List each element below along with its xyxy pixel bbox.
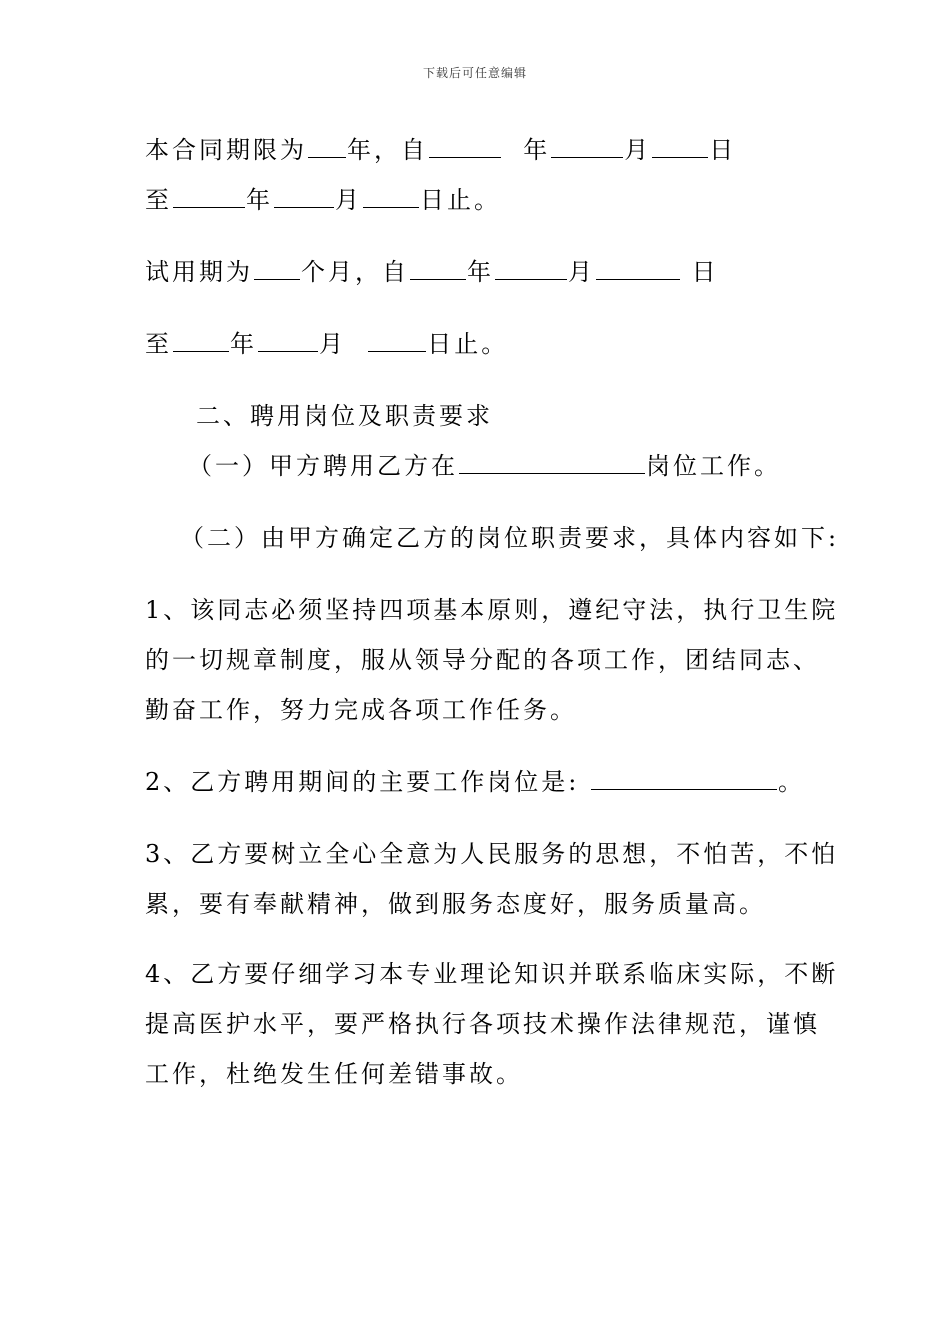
blank-years[interactable]: [308, 135, 346, 158]
duty-4-line-3: 工作，杜绝发生任何差错事故。: [145, 1060, 523, 1088]
blank-position[interactable]: [459, 451, 645, 474]
text: 月: [624, 136, 652, 164]
text: 年，自: [347, 136, 428, 164]
text: 试用期为: [145, 258, 253, 286]
duty-1-line-1: 1、该同志必须坚持四项基本原则，遵纪守法，执行卫生院: [145, 596, 839, 624]
duty-3-line-2: 累，要有奉献精神，做到服务态度好，服务质量高。: [145, 890, 766, 918]
text: 本合同期限为: [145, 136, 307, 164]
section-heading: 二、聘用岗位及职责要求: [196, 402, 493, 430]
text: 。: [778, 768, 805, 796]
contract-term-line-2: [145, 184, 501, 216]
blank-start-day[interactable]: [652, 135, 708, 158]
duty-3-line-1: 3、乙方要树立全心全意为人民服务的思想，不怕苦，不怕: [145, 840, 839, 868]
text: 年: [523, 136, 551, 164]
text: 至: [145, 330, 172, 358]
text: 2、乙方聘用期间的主要工作岗位是:: [145, 768, 580, 796]
blank-trial-start-year[interactable]: [410, 257, 466, 280]
blank-end-day[interactable]: [363, 185, 419, 208]
text: 日止。: [427, 330, 509, 358]
trial-period-line-2: [145, 328, 508, 360]
text: 年: [467, 258, 494, 286]
blank-start-year[interactable]: [429, 135, 501, 158]
duty-1-line-3: 勤奋工作，努力完成各项工作任务。: [145, 696, 577, 724]
text: 日止。: [420, 186, 501, 214]
text: （一）甲方聘用乙方在: [188, 452, 458, 480]
blank-end-year[interactable]: [173, 185, 245, 208]
blank-start-month[interactable]: [551, 135, 623, 158]
contract-term-line-1: [145, 134, 736, 166]
section2-item-1: [188, 450, 781, 482]
duty-4-line-2: 提高医护水平，要严格执行各项技术操作法律规范，谨慎: [145, 1010, 820, 1038]
blank-main-position[interactable]: [591, 767, 777, 790]
text: 月: [335, 186, 362, 214]
blank-trial-end-month[interactable]: [258, 329, 318, 352]
duty-1-line-2: 的一切规章制度，服从领导分配的各项工作，团结同志、: [145, 646, 820, 674]
section2-item-2: （二）由甲方确定乙方的岗位职责要求，具体内容如下:: [180, 524, 840, 552]
text: 至: [145, 186, 172, 214]
page-header: 下载后可任意编辑: [422, 66, 527, 80]
duty-2-line: [145, 766, 805, 798]
text: 个月，自: [301, 258, 409, 286]
blank-trial-months[interactable]: [254, 257, 300, 280]
blank-trial-end-day[interactable]: [368, 329, 426, 352]
text: 年: [246, 186, 273, 214]
blank-trial-end-year[interactable]: [173, 329, 229, 352]
text: 年: [230, 330, 257, 358]
text: 月: [568, 258, 595, 286]
duty-4-line-1: 4、乙方要仔细学习本专业理论知识并联系临床实际，不断: [145, 960, 839, 988]
trial-period-line-1: [145, 256, 719, 288]
text: 日: [709, 136, 737, 164]
blank-trial-start-day[interactable]: [596, 257, 680, 280]
text: 月: [319, 330, 346, 358]
text: 日: [691, 258, 719, 286]
text: 岗位工作。: [646, 452, 781, 480]
blank-trial-start-month[interactable]: [495, 257, 567, 280]
blank-end-month[interactable]: [274, 185, 334, 208]
